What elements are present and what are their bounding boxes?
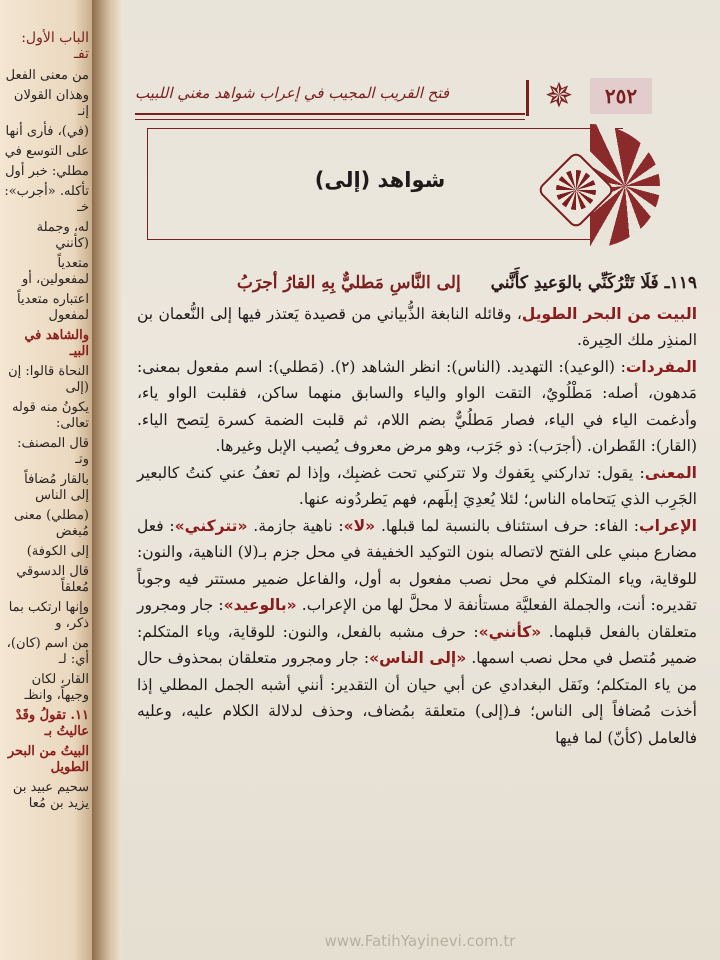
parsing-label: الإعراب	[639, 516, 697, 535]
left-page-line: إلى الكوفة)	[26, 544, 89, 559]
left-page-line: مطلي: خبر أول	[5, 164, 89, 179]
parsing-text: : فعل مضارع مبني على الفتح لاتصاله بنون التوكيد الخفيفة في محل جزم بـ(لا) الناهية، والنون: للوقاية، وياء المتكلم في محل نصب مفعول به أول، والفاعل ضمير مستتر فيه وجوباً تقديره: أنت، والجملة الفعليَّة مستأنفة لا محلَّ لها من الإعراب.	[137, 516, 697, 614]
verse-hemistich-1: فَلَا تَتْرُكَنِّي بالوَعيدِ كأَنَّني	[490, 273, 659, 293]
book-gutter	[92, 0, 122, 960]
body-text	[137, 270, 697, 751]
left-page-line: من معنى الفعل	[5, 68, 89, 83]
meaning-paragraph	[137, 460, 697, 513]
left-page-line: قال الدسوقي مُعلقاً	[16, 564, 89, 595]
vocab-label: المفردات	[625, 357, 697, 376]
left-page-line: ١١. تقولُ وقَدْ عاليتُ بـ	[15, 708, 89, 739]
left-page-line: من اسم (كان)، أي: لـ	[6, 636, 89, 667]
left-page-line: وهذان القولان إنـ	[13, 88, 89, 119]
left-page-line: النحاة قالوا: إن (إلى	[8, 364, 89, 395]
left-page-line: له، وجملة (كأنني	[36, 220, 89, 251]
verse-hemistich-2: إلى النَّاسِ مَطليٌّ بِهِ القارُ أجرَبُ	[236, 273, 461, 293]
header-rule	[135, 113, 525, 120]
vocab-text: : (الوعيد): التهديد. (الناس): انظر الشاهد (٢). (مَطلي): اسم مفعول بمعنى: مَدهون، أصله: مَطْلُويٌ، التقت الواو والياء والسابق منهما ساكن، فقلبت الواو ياء، وأدغمت الياء في الياء، فصار مَطلُيٌّ بضم اللام، ثم قلبت الضمة كسرة لِتصح الياء. (القار): القَطران. (أجرَب): ذو جَرَب، وهو مرض معروف يُصيب الإبل وغيرها.	[137, 357, 697, 455]
left-page-line: اعتباره متعدياً لمفعول	[17, 292, 89, 323]
verse-number: ١١٩ـ	[664, 273, 697, 293]
star-ornament-icon: ✵	[544, 76, 574, 116]
vocab-paragraph	[137, 354, 697, 460]
left-page-line: البيتُ من البحر الطويل	[7, 744, 89, 775]
parsing-text: : ناهية جازمة.	[247, 516, 344, 535]
header-divider	[526, 80, 529, 116]
parsing-keyword: «إلى الناس»	[369, 649, 467, 667]
parsing-text: : الفاء: حرف استئناف بالنسبة لما قبلها.	[375, 516, 640, 535]
left-page-line: (مطلي) معنى مُبغض	[13, 508, 89, 539]
left-page-line: القار، لكان وجيهاً، وانظـ	[24, 672, 89, 703]
parsing-text: : جار ومجرور متعلقان بمحذوف حال من ياء المتكلم؛ ونَقل البغدادي عن أبي حيان أن التقدير: أنني أشبه الجمل المطلي إذا أخذت مُضافاً إلى الناس؛ فـ(إلى) متعلقة بمُضاف، وحذف لدلالة الكلام عليه، وعليه فالعامل (كأنّ) لما فيها	[137, 649, 697, 747]
left-page-line: (في)، فأرى أنها	[5, 124, 89, 139]
parsing-paragraph	[137, 513, 697, 752]
meter-paragraph	[137, 301, 697, 354]
left-page-line: على التوسع في	[4, 144, 89, 159]
parsing-text: : جار ومجرور متعلقان بالفعل قبلهما.	[137, 596, 697, 641]
meaning-text: : يقول: تداركني بِعَفوك ولا تتركني تحت غضبِك، وإذا لم تعفُ عني كنتُ كالبعير الجَرِب الذي يَتحاماه الناس؛ لئلا يُعدِيَ إبلَهم، فهم يَطردُونه عنها.	[137, 463, 697, 508]
left-page-column	[3, 30, 89, 816]
left-page-header: الباب الأول: تفـ	[21, 30, 89, 62]
left-page-line: يكونُ منه قوله تعالى:	[11, 400, 89, 431]
watermark: www.FatihYayinevi.com.tr	[324, 932, 516, 950]
rosette-icon	[556, 170, 596, 210]
left-page-line: بالقار مُضافاً إلى الناس	[24, 472, 89, 503]
parsing-keyword: «بالوعيد»	[223, 596, 297, 614]
left-page-line: متعدياً لمفعولين، أو	[21, 256, 89, 287]
left-page-line: وإنها ارتكب بما ذكر، و	[8, 600, 89, 631]
meaning-label: المعنى	[644, 463, 697, 482]
verse	[137, 270, 697, 297]
left-page-line: قال المصنف: وتـ	[17, 436, 89, 467]
parsing-keyword: «لا»	[343, 516, 376, 535]
parsing-keyword: «تتركني»	[174, 516, 248, 535]
left-page-line: سحيم عبيد بن يزيد بن مُعا	[12, 780, 89, 811]
left-page-line: والشاهد في البيـ	[24, 328, 89, 359]
parsing-text: : حرف مشبه بالفعل، والنون: للوقاية، وياء المتكلم: ضمير مُتصل في محل نصب اسمها.	[137, 622, 697, 667]
section-title: شواهد (إلى)	[314, 168, 446, 192]
meter-label: البيت من البحر الطويل	[521, 304, 698, 323]
running-title: فتح القريب المجيب في إعراب شواهد مغني اللبيب	[135, 84, 450, 102]
left-page	[0, 0, 92, 960]
parsing-keyword: «كأنني»	[478, 622, 542, 641]
page-number: ٢٥٢	[590, 78, 652, 114]
meter-text: ، وقائله النابغة الذُّبياني من قصيدة يَعتذر فيها إلى النُّعمان بن المنذِر ملك الحِيرة.	[137, 304, 697, 349]
left-page-line: تأكله. «أجرب»: خـ	[4, 184, 89, 215]
